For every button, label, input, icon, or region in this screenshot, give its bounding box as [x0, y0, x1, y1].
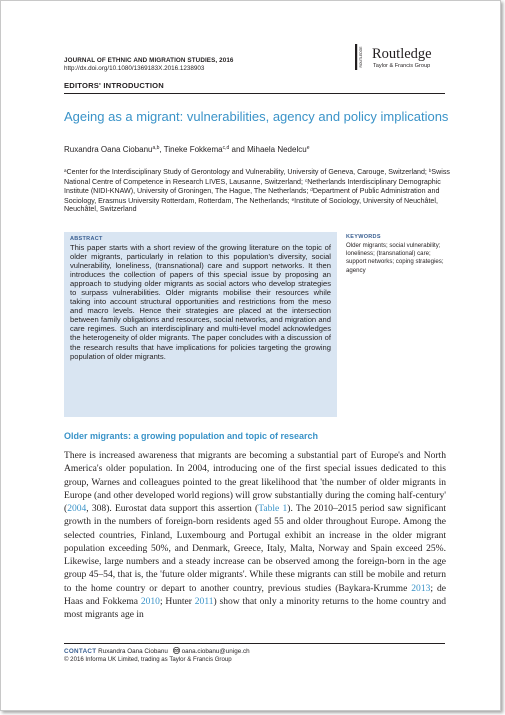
author-name[interactable]: Ruxandra Oana Ciobanu [64, 145, 153, 154]
keywords-label: KEYWORDS [346, 234, 381, 240]
routledge-logo-icon [355, 44, 367, 70]
affil-text: Swiss National Centre of Competence in Research LIVES, Lausanne, Switzerland; [64, 168, 450, 186]
affil-mark: b [428, 168, 432, 173]
citation-link[interactable]: 2013 [411, 582, 431, 594]
body-text-run: ) show that only a minority returns to the home country and most migrants age in [64, 595, 447, 620]
body-paragraph [64, 449, 446, 621]
author-list [64, 145, 309, 154]
body-text-run: ; Hunter [159, 595, 195, 607]
publisher-subtitle: Taylor & Francis Group [373, 63, 431, 69]
author-affil-mark: e [306, 145, 310, 151]
affil-text: Netherlands Interdisciplinary Demographic Institute (NIDI-KNAW), University of Groningen, The Hague, The Netherlands; [64, 177, 441, 196]
author-affil-mark: c,d [222, 145, 230, 151]
affil-text: Department of Public Administration and Sociology, Erasmus University Rotterdam, Rotterdam, The Netherlands; [64, 187, 440, 205]
body-text-run: ). The 2010–2015 period saw significant growth in the numbers of foreign-born residents aged 55 and older throughout Europe. Among the selected countries, Finland, Luxembourg and Portugal exhibit an increase in the older migrant population exceeding 50%, and Denmark, Greece, Italy, Malta, Norway and Spain exceed 25%. Likewise, large numbers and a steady increase can be observed among the foreign-born in the age group 45–54, that is, the 'future older migrants'. While these migrants can still be mobile and return to the home country or depart to another country, previous studies (Baykara-Krumme [64, 503, 446, 594]
email-icon [173, 647, 180, 654]
body-text-run: , 308). Eurostat data support this assertion ( [86, 503, 259, 514]
affil-text: Institute of Sociology, University of Neuchâtel, Neuchâtel, Switzerland [64, 196, 438, 214]
journal-header [64, 57, 234, 73]
journal-doi[interactable]: http://dx.doi.org/10.1080/1369183X.2016.1238903 [64, 65, 205, 72]
contact-label: CONTACT [64, 648, 97, 655]
header-divider [64, 93, 445, 94]
publisher-name: Routledge [372, 46, 432, 62]
author-name[interactable]: Mihaela Nedelcu [247, 145, 307, 154]
article-type: EDITORS' INTRODUCTION [64, 81, 164, 90]
contact-email[interactable]: oana.ciobanu@unige.ch [181, 648, 250, 655]
keywords-box [346, 234, 451, 275]
table-link[interactable]: Table 1 [258, 503, 288, 514]
body-text-run: There is increased awareness that migrants are becoming a substantial part of Europe's and North America's older population. In 2004, introducing one of the first special issues dedicated to this group, Warnes and colleagues pointed to the great likelihood that 'the number of older migrants in Europe (and other developed world regions) will grow substantially during the coming half-century' ( [64, 450, 446, 514]
affiliations [64, 167, 454, 214]
author-separator: , [159, 145, 164, 154]
svg-text:ROUTLEDGE: ROUTLEDGE [359, 46, 363, 68]
affil-text: Center for the Interdisciplinary Study of Gerontology and Vulnerability, University of Geneva, Carouge, Switzerland; [66, 168, 429, 176]
affil-mark: c [304, 177, 308, 183]
affil-mark: e [291, 196, 295, 202]
journal-name: JOURNAL OF ETHNIC AND MIGRATION STUDIES, 2016 [64, 57, 234, 64]
abstract-box [64, 232, 337, 417]
affil-mark: a [64, 168, 67, 173]
contact-name: Ruxandra Oana Ciobanu [98, 648, 168, 655]
citation-link[interactable]: 2004 [67, 503, 87, 514]
citation-link[interactable]: 2010 [140, 595, 160, 607]
contact-line [64, 647, 250, 656]
publisher-logo [355, 44, 455, 74]
copyright-notice: © 2016 Informa UK Limited, trading as Taylor & Francis Group [64, 656, 232, 663]
affil-mark: d [310, 187, 313, 193]
article-title: Ageing as a migrant: vulnerabilities, agency and policy implications [64, 109, 449, 124]
body-text-run: ; de Haas and Fokkema [64, 582, 446, 607]
keywords-text: Older migrants; social vulnerability; loneliness; (transnational) care; support networks; coping strategies; agency [346, 242, 444, 274]
author-affil-mark: a,b [152, 145, 160, 151]
section-heading: Older migrants: a growing population and topic of research [64, 431, 319, 441]
footer-divider [64, 643, 445, 644]
abstract-text: This paper starts with a short review of the growing literature on the topic of older migrants, particularly in relation to this population's diversity, social vulnerability, loneliness, (transnational) care and support networks. It then introduces the collection of papers of this special issue by proposing an approach to studying older migrants as social actors who develop strategies to surpass vulnerabilities. Older migrants mobilise their resources while taking into account structural opportunities and restrictions from the meso and macro levels. Hence their strategies are placed at the intersection between family obligations and resources, social networks, and migration and care regimes. Such an interdisciplinary and multi-level model acknowledges the heterogeneity of older migrants. The paper concludes with a discussion of the research results that have implications for policies targeting the growing population of older migrants. [70, 243, 331, 361]
author-name[interactable]: Tineke Fokkema [163, 145, 223, 154]
citation-link[interactable]: 2011 [194, 595, 214, 607]
abstract-label: ABSTRACT [70, 236, 103, 242]
author-separator: and [229, 145, 248, 154]
